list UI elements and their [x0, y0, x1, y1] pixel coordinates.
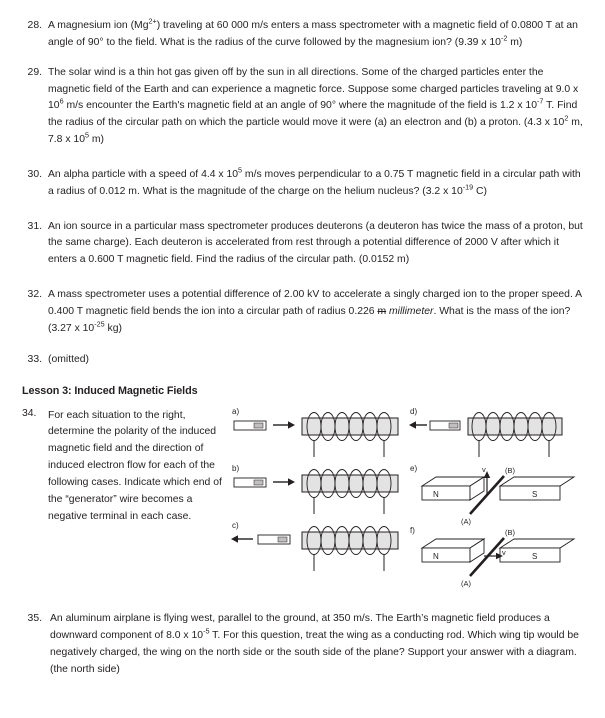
pole-label-right-e: S: [532, 489, 538, 499]
figure-panel-c-label: c): [232, 520, 239, 530]
problem-34: [22, 406, 605, 588]
problem-30-seg3: C): [473, 185, 487, 197]
figure-panel-e-label: e): [410, 463, 418, 473]
figure-panel-d: [408, 407, 580, 459]
problem-29-sup4: 5: [84, 130, 89, 140]
figure-panel-e: [408, 464, 580, 526]
figure-panel-f: [408, 526, 580, 588]
figure-panel-e-drawing: [408, 464, 580, 526]
problem-28: [22, 0, 605, 52]
velocity-label-e: v: [482, 464, 486, 474]
problem-29-sup2: -7: [537, 96, 544, 106]
problem-28-text: [48, 18, 583, 52]
problem-33-number: 33.: [27, 353, 42, 365]
problem-32-struck-unit: m: [377, 305, 387, 317]
figure-panel-b: [230, 463, 418, 516]
problem-32: [22, 287, 605, 338]
pole-label-left-e: N: [433, 489, 439, 499]
problem-29-number: 29.: [27, 66, 42, 78]
motion-arrow-head-b: [288, 478, 295, 486]
figure-panel-c-drawing: [230, 521, 415, 573]
bar-magnet-pole-c: [278, 537, 287, 542]
problem-29-sup1: 6: [59, 96, 64, 106]
problem-28-number: 28.: [27, 20, 42, 31]
problem-31-number: 31.: [27, 220, 42, 232]
figure-panel-b-drawing: [230, 463, 418, 516]
problem-35: [22, 610, 583, 679]
figure-panel-d-drawing: [408, 407, 580, 459]
problem-35-text: [50, 610, 583, 679]
figure-panel-a-label: a): [232, 406, 240, 416]
problem-29-seg4: m, 7.8 x 10: [48, 117, 583, 146]
problem-29-sup3: 2: [564, 113, 569, 123]
bar-magnet-pole-d: [449, 423, 458, 428]
problem-31: [22, 219, 605, 270]
problem-28-seg2: ) traveling at 60 000 m/s enters a mass spectrometer with a magnetic field of 0.0800 T at an angle of 90° to the field. What is the radius of the curve followed by the magnesium ion? (9.39 x 10: [48, 20, 578, 48]
problem-32-seg2: . What is the mass of the ion? (3.27 x 10: [48, 305, 571, 334]
problem-33: [22, 352, 605, 369]
problem-29-seg3: T. Find the radius of the circular path on which the particle would move it were (a) an electron and (b) a proton. (4.3 x 10: [48, 100, 578, 129]
bar-magnet-pole-a: [254, 423, 263, 428]
problem-28-sup2: -2: [500, 33, 508, 43]
motion-arrow-head-d: [409, 421, 416, 429]
figure-panel-f-label: f): [410, 525, 415, 535]
problem-34-figure-group: [230, 406, 605, 588]
problem-30: [22, 167, 605, 201]
motion-arrow-head-c: [231, 535, 238, 543]
problem-34-text: For each situation to the right, determine the polarity of the induced magnetic field and the direction of induced electron flow for each of the following cases. Indicate which end of the “generator” wire becomes a negative terminal in each case.: [48, 409, 222, 522]
problem-34-number: 34.: [22, 407, 37, 419]
problem-30-sup1: 5: [238, 165, 243, 175]
pole-label-left-f: N: [433, 551, 439, 561]
problem-32-number: 32.: [27, 289, 42, 301]
motion-arrow-head-a: [288, 421, 295, 429]
problem-28-sup1: 2+: [148, 16, 157, 26]
problem-30-sup2: -19: [462, 182, 474, 192]
problem-35-number: 35.: [27, 612, 42, 624]
problem-29-seg5: m): [88, 134, 104, 146]
figure-panel-d-label: d): [410, 406, 418, 416]
problem-30-seg1: An alpha particle with a speed of 4.4 x 10: [48, 168, 239, 180]
problem-35-seg2: T. For this question, treat the wing as a conducting rod. Which wing tip would be negatively charged, the wing on the north side or the south side of the plane? Support your answer with a diagram. (the north side): [50, 629, 579, 676]
magnet-block-left-f: [422, 539, 484, 562]
figure-panel-a-drawing: [230, 406, 418, 459]
bar-magnet-pole-b: [254, 480, 263, 485]
problem-32-seg3: kg): [104, 322, 122, 334]
magnet-block-left-e: [422, 477, 484, 500]
pole-label-right-f: S: [532, 551, 538, 561]
problem-35-seg1: An aluminum airplane is flying west, parallel to the ground, at 350 m/s. The Earth’s magnetic field produces a downward component of 8.0 x 10: [50, 612, 550, 641]
problem-32-italic-unit: millimeter: [389, 305, 434, 317]
rod-end-label-e: (B): [505, 465, 515, 475]
figure-panel-a: [230, 406, 418, 459]
problem-33-text: (omitted): [48, 353, 89, 365]
figure-panel-f-drawing: [408, 526, 580, 588]
rod-end-label-f: (B): [505, 527, 515, 537]
problem-31-text: An ion source in a particular mass spectrometer produces deuterons (a deuteron has twice the mass of a proton, but the same charge). Each deuteron is accelerated from rest through a potential difference of 2000 V after which it enters a 0.600 T magnetic field. Find the radius of the circular path. (0.0152 m): [48, 220, 583, 266]
velocity-label-f: v: [502, 547, 506, 557]
problem-28-seg1: A magnesium ion (Mg: [48, 20, 149, 31]
problem-30-text: [48, 167, 583, 201]
problem-29: [22, 65, 605, 149]
problem-30-number: 30.: [27, 168, 42, 180]
problem-29-text: [48, 65, 583, 149]
problem-28-seg3: m): [507, 36, 523, 48]
problem-35-sup1: -5: [203, 626, 210, 636]
problem-32-seg1: A mass spectrometer uses a potential difference of 2.00 kV to accelerate a singly charged ion to the proper speed. A 0.400 T magnetic field bends the ion into a circular path of radius 0.226: [48, 289, 582, 317]
rod-start-label-e: (A): [461, 516, 471, 526]
problem-32-text: [48, 287, 583, 338]
problem-29-seg2: m/s encounter the Earth's magnetic field at an angle of 90° where the magnitude of the field is 1.2 x 10: [63, 100, 537, 112]
figure-panel-c: [230, 521, 415, 573]
rod-start-label-f: (A): [461, 578, 471, 588]
problem-30-seg2: m/s moves perpendicular to a 0.75 T magnetic field in a circular path with a radius of 0.012 m. What is the magnitude of the charge on the helium nucleus? (3.2 x 10: [48, 168, 581, 197]
figure-panel-b-label: b): [232, 463, 240, 473]
problem-32-sup1: -25: [94, 319, 105, 329]
lesson-3-heading: Lesson 3: Induced Magnetic Fields: [22, 384, 198, 397]
problem-29-seg1: The solar wind is a thin hot gas given off by the sun in all directions. Some of the charged particles enter the magnetic field of the Earth and can experience a magnetic force. Suppose some charged particles traveling at 9.0 x 10: [48, 66, 579, 112]
